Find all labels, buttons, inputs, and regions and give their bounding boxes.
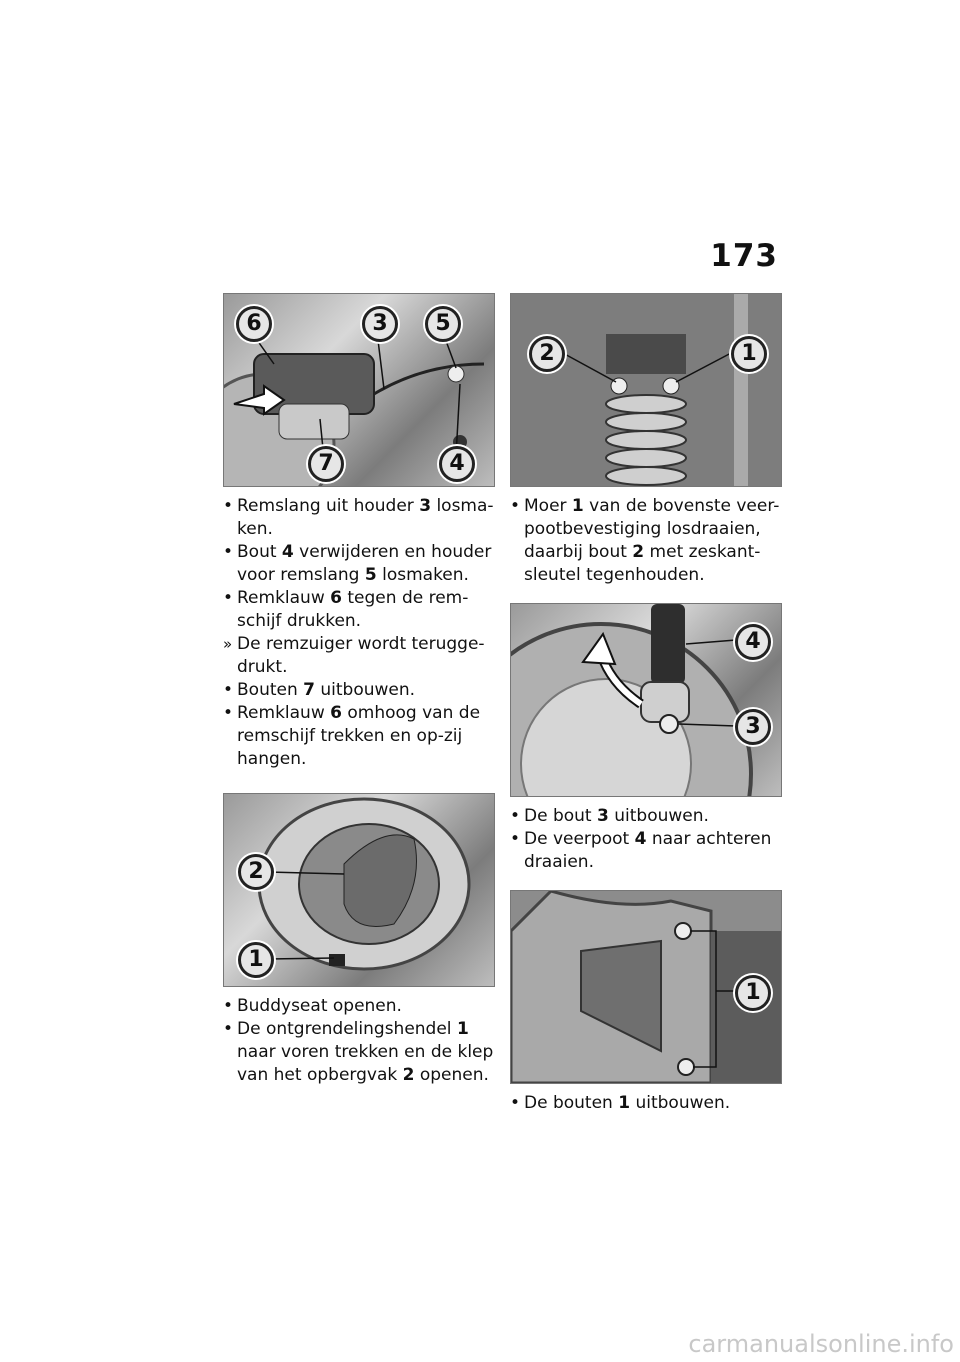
list-item: • Remklauw 6 omhoog van de remschijf trekken en op-zij hangen. <box>223 702 495 771</box>
spring-steps <box>510 495 782 587</box>
buddyseat-steps <box>223 995 495 1087</box>
callout-3: 3 <box>362 306 398 342</box>
list-item: • Moer 1 van de bovenste veer-pootbevestiging losdraaien, daarbij bout 2 met zeskant-sleutel tegenhouden. <box>510 495 782 587</box>
callout-2: 2 <box>238 854 274 890</box>
callout-5: 5 <box>425 306 461 342</box>
caliper-steps <box>223 495 495 771</box>
callout-4: 4 <box>439 446 475 482</box>
figure-brake-caliper <box>223 293 495 487</box>
list-item: • Bout 4 verwijderen en houder voor remslang 5 losmaken. <box>223 541 495 587</box>
callout-1: 1 <box>238 942 274 978</box>
callout-7: 7 <box>308 446 344 482</box>
figure-buddyseat <box>223 793 495 987</box>
list-item: • De bout 3 uitbouwen. <box>510 805 782 828</box>
list-item: • Bouten 7 uitbouwen. <box>223 679 495 702</box>
list-item: • De ontgrendelingshendel 1 naar voren trekken en de klep van het opbergvak 2 openen. <box>223 1018 495 1087</box>
bracket-steps <box>510 1092 782 1115</box>
callout-6: 6 <box>236 306 272 342</box>
list-item: • Buddyseat openen. <box>223 995 495 1018</box>
strut-steps <box>510 805 782 874</box>
figure-spring-mount <box>510 293 782 487</box>
callout-4: 4 <box>735 624 771 660</box>
watermark: carmanualsonline.info <box>688 1330 954 1358</box>
callout-1: 1 <box>735 975 771 1011</box>
figure-strut <box>510 603 782 797</box>
figure-bracket <box>510 890 782 1084</box>
list-item-result: » De remzuiger wordt terugge-drukt. <box>223 633 495 679</box>
left-column <box>223 293 495 1087</box>
list-item: • Remklauw 6 tegen de rem-schijf drukken. <box>223 587 495 633</box>
list-item: • De veerpoot 4 naar achteren draaien. <box>510 828 782 874</box>
list-item: • Remslang uit houder 3 losma-ken. <box>223 495 495 541</box>
callout-2: 2 <box>529 336 565 372</box>
spring-mount-illustration <box>511 294 781 486</box>
callout-3: 3 <box>735 709 771 745</box>
right-column <box>510 293 782 1115</box>
callout-1: 1 <box>731 336 767 372</box>
list-item: • De bouten 1 uitbouwen. <box>510 1092 782 1115</box>
page-number: 173 <box>710 238 778 274</box>
